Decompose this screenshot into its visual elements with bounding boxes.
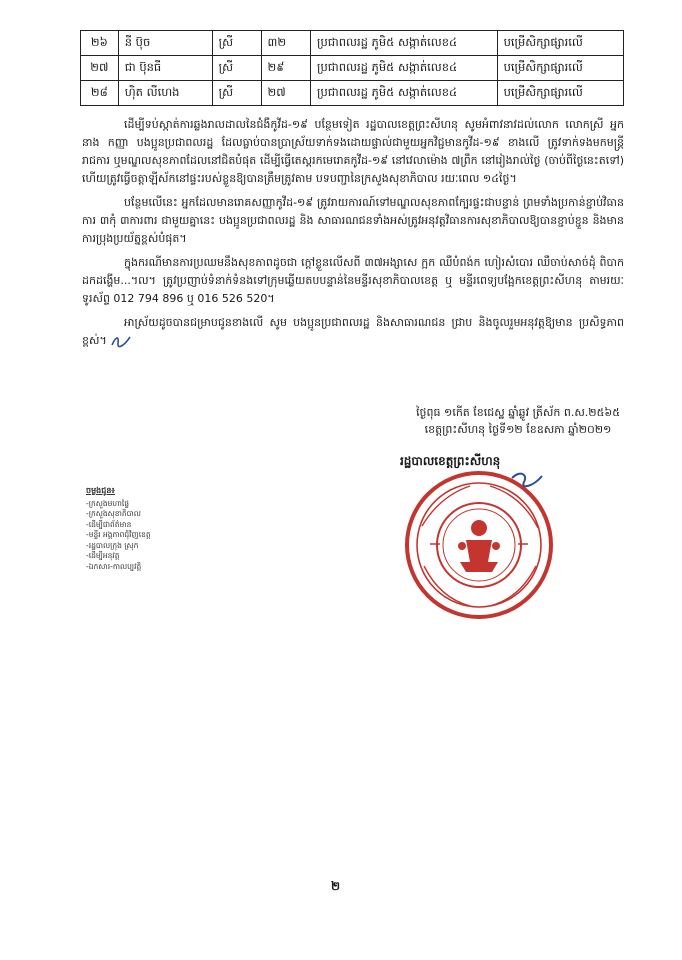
table-cell-occupation: បម្រើសិក្សាផ្សារលើ — [497, 81, 623, 106]
table-cell-no: ២៨ — [81, 81, 119, 106]
recipient-item: -រដ្ឋបាលក្រុង ស្រុក — [86, 540, 139, 550]
table-cell-no: ២៦ — [81, 31, 119, 56]
table-cell-sex: ស្រី — [212, 81, 261, 106]
table-cell-name: ហ៊ិត លីហេង — [118, 81, 212, 106]
contacts-table — [80, 30, 624, 106]
table-cell-address: ប្រជាពលរដ្ឋ ភូមិ៥ សង្កាត់លេខ៤ — [311, 81, 498, 106]
table-cell-age: ២៧ — [261, 81, 311, 106]
initial-signature-icon — [110, 334, 132, 348]
recipient-item: -មន្ទីរ អង្គភាពជុំវិញខេត្ត — [86, 530, 151, 539]
paragraph-2: បន្ថែមលើនេះ អ្នកដែលមានរោគសញ្ញាកូវីដ-១៩ ត្រូវរាយការណ៍ទៅមណ្ឌលសុខភាពក្បែរផ្ទះជាបន្ទាន់ ព្រមទាំងប្រកាន់ខ្ជាប់វិធានការ ៣កុំ ៣ការពារ ជាមួយគ្នានេះ បងប្អូនប្រជាពលរដ្ឋ និង សាធារណជនទាំងអស់ត្រូវអនុវត្តវិធានការសុខាភិបាលឱ្យបានខ្ជាប់ខ្ជួន និងមានការប្រុងប្រយ័ត្នខ្ពស់បំផុត។ — [82, 196, 624, 245]
official-seal-icon — [400, 466, 558, 624]
solar-date: ខេត្តព្រះសីហនុ ថ្ងៃទី១២ ខែឧសភា ឆ្នាំ២០២១ — [424, 423, 612, 436]
table-cell-age: ៣២ — [261, 31, 311, 56]
page-number: ២ — [331, 879, 341, 893]
table-cell-sex: ស្រី — [212, 56, 261, 81]
table-row — [81, 31, 624, 56]
copy-recipients — [86, 486, 151, 572]
body-text — [82, 116, 624, 356]
table-cell-name: ជា ប៊ុនធី — [118, 56, 212, 81]
paragraph-4-text: អាស្រ័យដូចបានជម្រាបជូនខាងលើ សូម បងប្អូនប្រជាពលរដ្ឋ និងសាធារណជន ជ្រាប និងចូលរួមអនុវត្តឱ្យមាន ប្រសិទ្ធភាពខ្ពស់។ — [82, 316, 624, 347]
table-row — [81, 81, 624, 106]
recipient-item: -ដើម្បីជាព័ត៌មាន — [86, 519, 132, 529]
lunar-date: ថ្ងៃពុធ ១កើត ខែជេស្ឋ ឆ្នាំឆ្លូវ ត្រីស័ក ព.ស.២៥៦៥ — [416, 406, 620, 419]
date-block — [416, 404, 620, 438]
recipient-item: -ក្រសួងសុខាភិបាល — [86, 509, 141, 518]
table-cell-occupation: បម្រើសិក្សាផ្សារលើ — [497, 31, 623, 56]
table-row — [81, 56, 624, 81]
recipient-item: -ក្រសួងមហាផ្ទៃ — [86, 498, 130, 508]
paragraph-4 — [82, 314, 624, 350]
table-cell-no: ២៧ — [81, 56, 119, 81]
paragraph-1: ដើម្បីទប់ស្កាត់ការឆ្លងរាលដាលនៃជំងឺកូវីដ-១៩ បន្ថែមទៀត រដ្ឋបាលខេត្តព្រះសីហនុ សូមអំពាវនាវដល់លោក លោកស្រី អ្នកនាង កញ្ញា បងប្អូនប្រជាពលរដ្ឋ ដែលធ្លាប់បានប្រាស្រ័យទាក់ទងដោយផ្ទាល់ជាមួយអ្នកវិជ្ជមានកូវីដ-១៩ ខាងលើ ត្រូវទាក់ទងមកមន្ត្រីរាជការ ឬមណ្ឌលសុខភាពដែលនៅជិតបំផុត ដើម្បីធ្វើតេស្តរកមេរោគកូវីដ-១៩ នៅវេលាម៉ោង ៧ព្រឹក នៅរៀងរាល់ថ្ងៃ (ចាប់ពីថ្ងៃនេះតទៅ) ហើយត្រូវធ្វើចត្តាឡីស័កនៅផ្ទះរបស់ខ្លួនឱ្យបានត្រឹមត្រូវតាម បទបញ្ជានៃក្រសួងសុខាភិបាល រយៈពេល ១៤ថ្ងៃ។ — [82, 118, 624, 185]
paragraph-3: ក្នុងករណីមានការប្រឈមនឹងសុខភាពដូចជា ក្ដៅខ្លួនលើសពី ៣៧អង្សាសេ ក្អក ឈឺបំពង់ក ហៀរសំបោរ ឈឺចាប់សាច់ដុំ ពិបាកដកដង្ហើម...។ល។ ត្រូវប្រញាប់ទំនាក់ទំនងទៅក្រុមឆ្លើយតបបន្ទាន់នៃមន្ទីរសុខាភិបាលខេត្ត ឬ មន្ទីរពេទ្យបង្អែកខេត្តព្រះសីហនុ តាមរយៈទូរស័ព្ទ 012 794 896 ឬ 016 526 520។ — [82, 256, 624, 305]
recipient-item: -ដើម្បីអនុវត្ត — [86, 551, 120, 560]
table-cell-address: ប្រជាពលរដ្ឋ ភូមិ៥ សង្កាត់លេខ៤ — [311, 56, 498, 81]
table-cell-occupation: បម្រើសិក្សាផ្សារលើ — [497, 56, 623, 81]
issuer-title: រដ្ឋបាលខេត្តព្រះសីហនុ — [400, 454, 501, 468]
table-cell-address: ប្រជាពលរដ្ឋ ភូមិ៥ សង្កាត់លេខ៤ — [311, 31, 498, 56]
recipient-item: -ឯកសារ-កាលប្បវត្តិ — [86, 561, 142, 571]
table-cell-age: ២៩ — [261, 56, 311, 81]
table-cell-name: នី ប៊ុច — [118, 31, 212, 56]
recipients-heading: ចម្លងជូន៖ — [86, 486, 115, 495]
table-cell-sex: ស្រី — [212, 31, 261, 56]
